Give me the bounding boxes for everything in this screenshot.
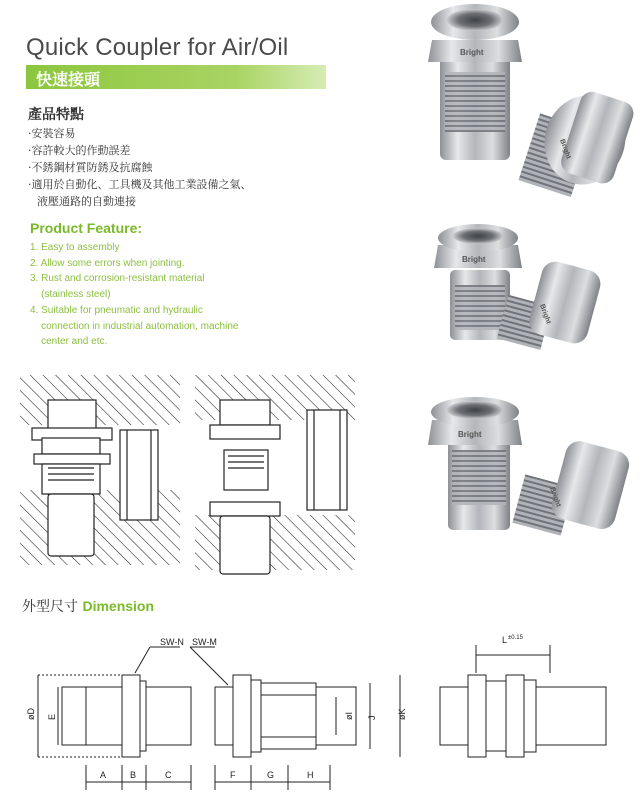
list-item: ‧安裝容易 <box>28 127 76 140</box>
section-drawing-2 <box>195 375 355 574</box>
product-photo-2 <box>434 224 604 350</box>
label-i: øI <box>344 712 354 720</box>
list-item: 1. Easy to assembly <box>30 242 120 253</box>
dimension-heading-zh: 外型尺寸 <box>22 599 78 615</box>
label-sw-m: SW-M <box>192 637 217 647</box>
brand-label: Bright <box>558 138 572 161</box>
list-item: center and etc. <box>30 336 108 348</box>
brand-label: Bright <box>460 48 484 57</box>
list-item: (stainless steel) <box>30 289 111 301</box>
brand-label: Bright <box>458 430 482 439</box>
list-item: 3. Rust and corrosion-resistant material <box>30 273 205 285</box>
label-e: E <box>47 713 57 720</box>
label-l-tolerance: ±0.15 <box>508 635 523 641</box>
label-b: B <box>130 770 137 780</box>
list-item: 2. Allow some errors when jointing. <box>30 257 185 269</box>
list-item: 液壓通路的自動連接 <box>30 195 136 208</box>
list-item: ‧適用於自動化、工具機及其他工業設備之氣、 <box>28 178 252 191</box>
banner-subtitle: 快速接頭 <box>36 70 101 89</box>
label-j: J <box>367 715 377 720</box>
list-item: ‧不銹鋼材質防銹及抗腐蝕 <box>28 161 153 174</box>
list-item: connection in industrial automation, machine <box>30 320 239 332</box>
dimension-drawing-assembly <box>440 645 606 757</box>
label-h: H <box>307 770 314 780</box>
installation-section-drawings <box>12 370 372 580</box>
features-zh-heading: 產品特點 <box>28 107 84 123</box>
page-title: Quick Coupler for Air/Oil <box>26 34 289 61</box>
section-drawing-1 <box>20 375 180 565</box>
title-banner <box>26 65 326 89</box>
features-zh-list <box>28 125 252 210</box>
list-item: ‧容許較大的作動誤差 <box>28 144 131 157</box>
label-l: L <box>502 635 508 645</box>
product-photos <box>410 0 641 600</box>
features-en-list <box>30 240 238 350</box>
label-c: C <box>165 770 172 780</box>
dimension-heading-en: Dimension <box>82 598 155 614</box>
dimension-drawing-nipple <box>38 647 228 790</box>
label-a: A <box>100 770 107 780</box>
product-photo-1 <box>428 4 637 197</box>
label-d: øD <box>26 708 36 720</box>
brand-label: Bright <box>462 255 486 264</box>
label-sw-n: SW-N <box>160 637 184 647</box>
dimension-heading <box>22 596 154 616</box>
dimension-drawings <box>10 625 635 795</box>
label-g: G <box>267 770 275 780</box>
list-item: 4. Suitable for pneumatic and hydraulic <box>30 304 203 316</box>
features-en-heading: Product Feature: <box>30 220 143 236</box>
label-k: øK <box>397 708 407 720</box>
brand-label: Bright <box>548 486 562 509</box>
brand-label: Bright <box>538 303 552 326</box>
label-f: F <box>230 770 236 780</box>
product-photo-3 <box>428 397 632 536</box>
